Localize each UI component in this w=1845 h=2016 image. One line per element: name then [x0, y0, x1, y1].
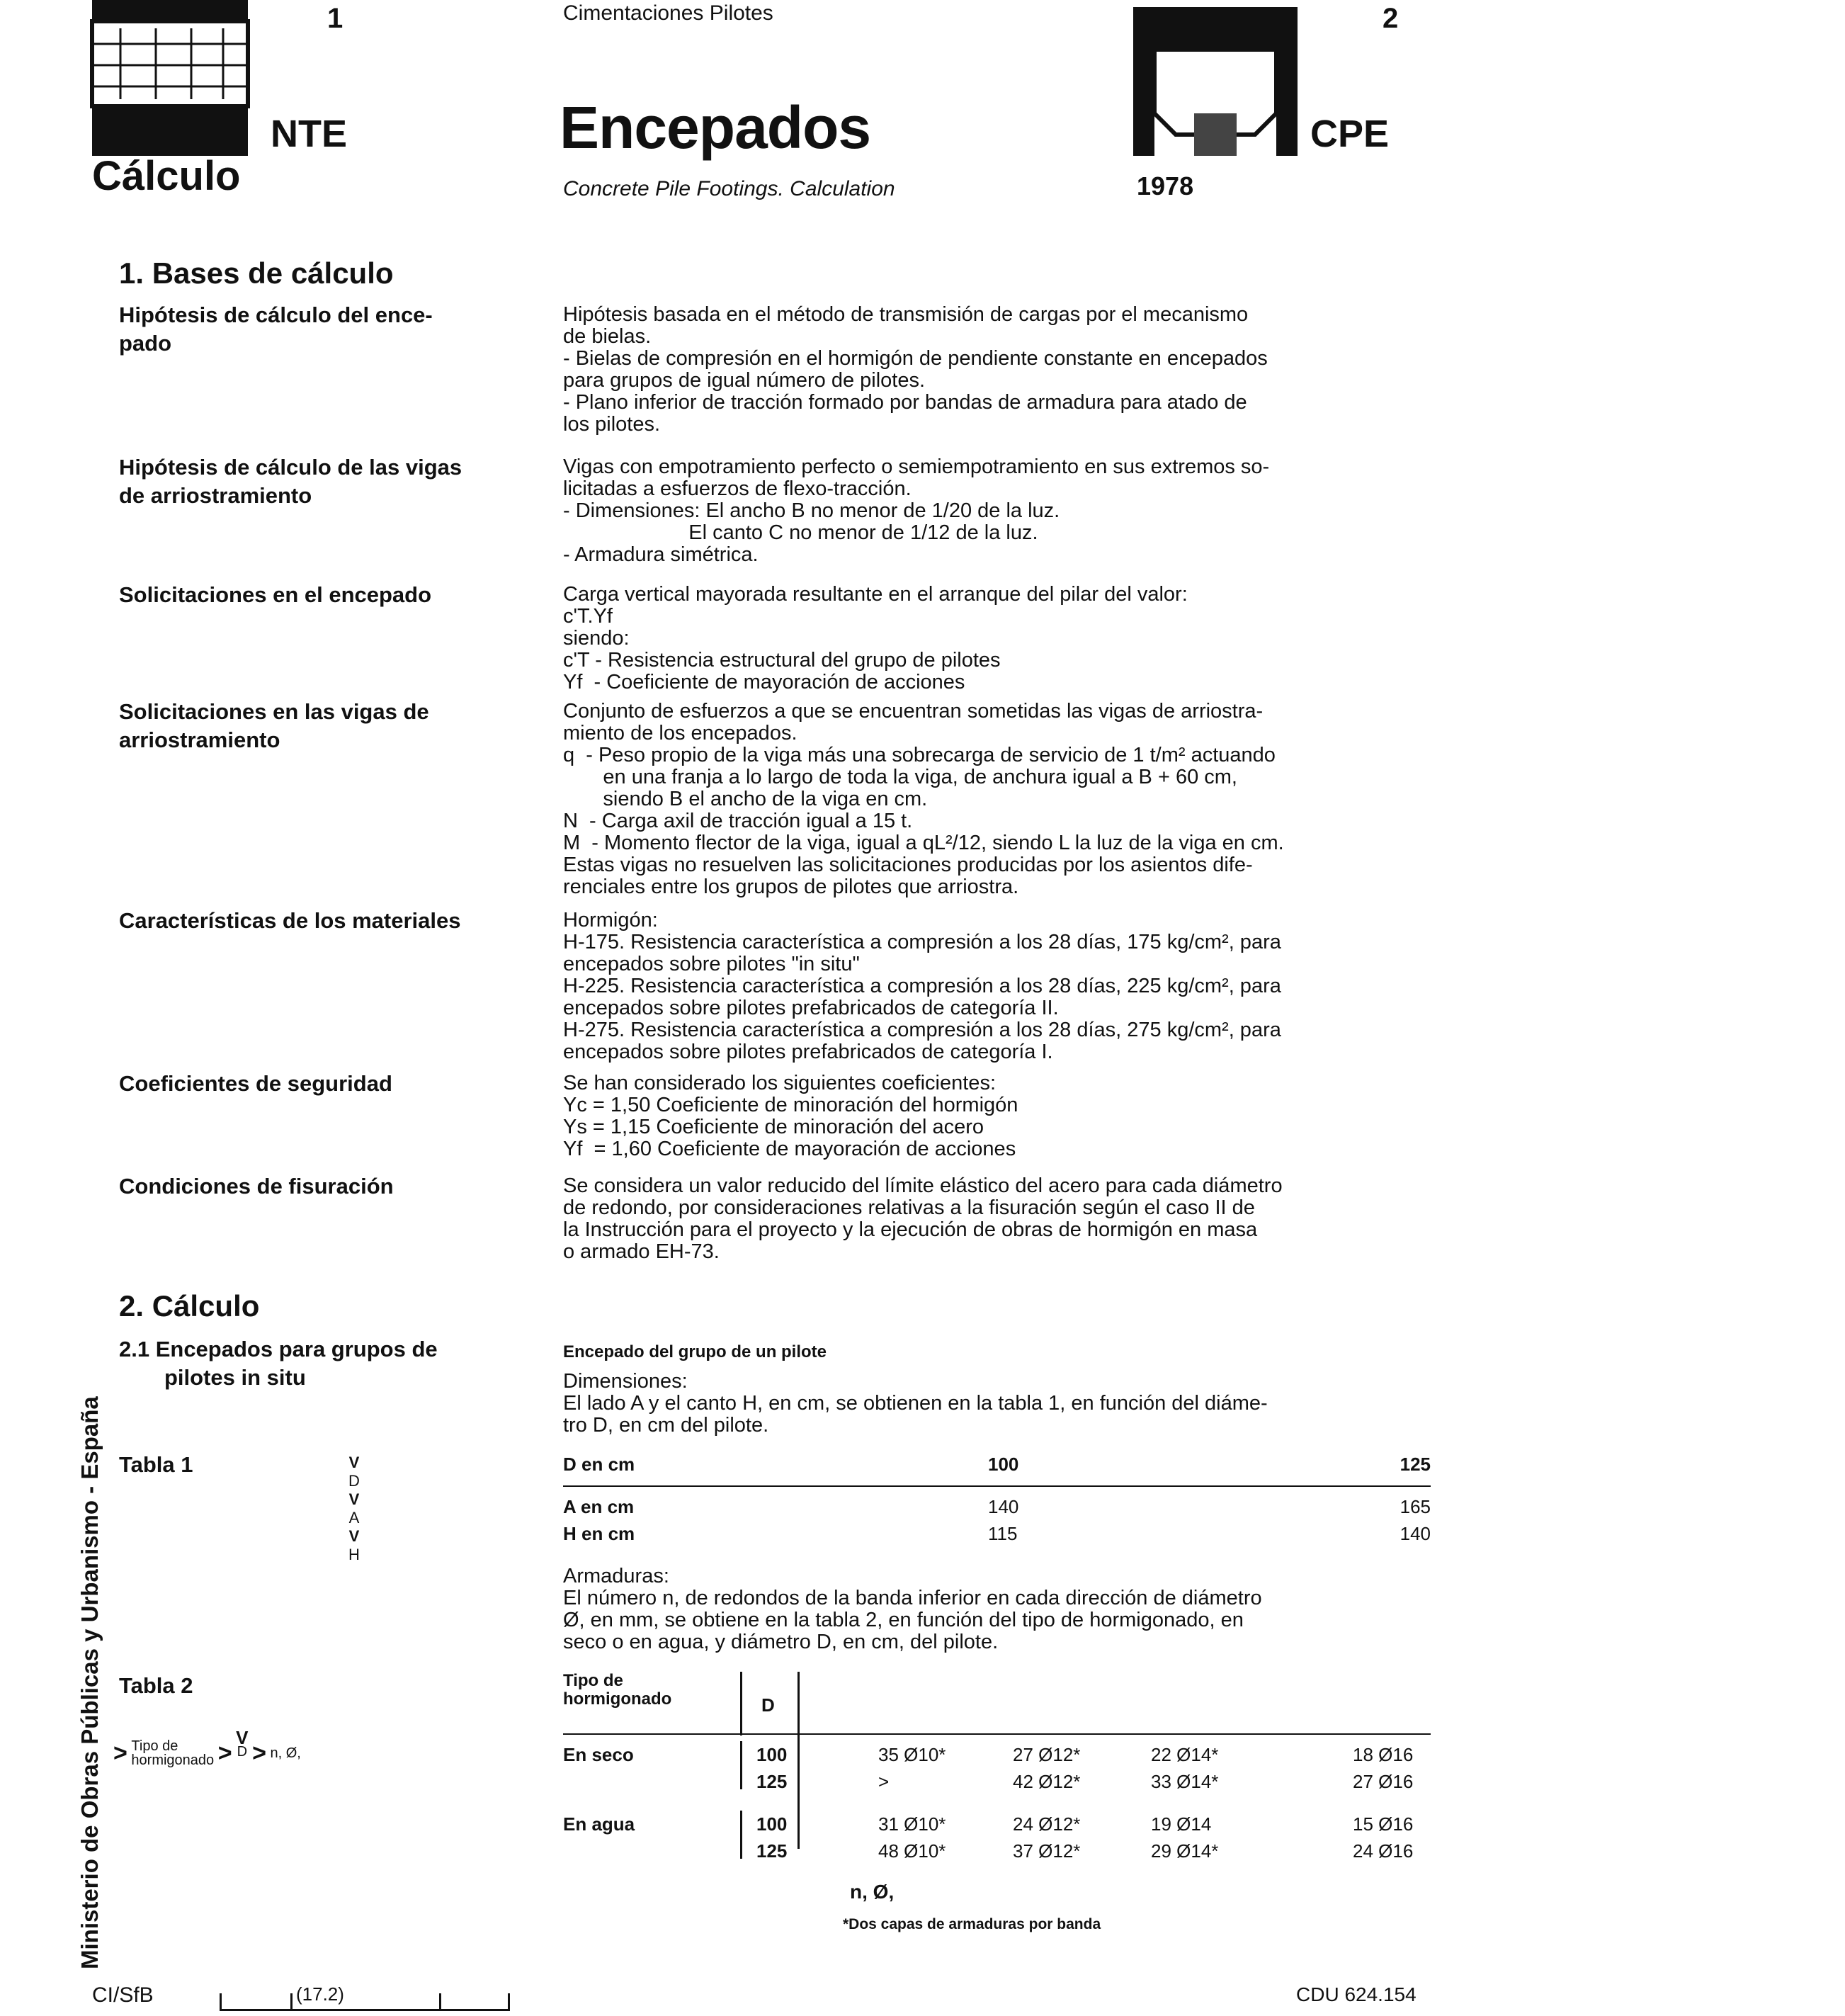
table-cell: 31 Ø10*	[878, 1813, 946, 1835]
subsection-2-1-label	[119, 1335, 516, 1392]
section-1-item-label	[119, 907, 516, 935]
label-line: Condiciones de fisuración	[119, 1174, 394, 1199]
text-line: encepados sobre pilotes prefabricados de categoría II.	[563, 997, 1059, 1019]
sheet-number-left: 1	[327, 3, 344, 34]
section-1-item-label	[119, 1070, 516, 1098]
table-cell: H en cm	[563, 1523, 635, 1544]
text-line: Estas vigas no resuelven las solicitaciones producidas por los asientos dife-	[563, 854, 1253, 876]
nte-logo-icon	[92, 0, 248, 156]
ministry-sidebar-text: Ministerio de Obras Públicas y Urbanismo - España	[76, 1396, 103, 1969]
text-line: Dimensiones:	[563, 1370, 688, 1393]
table-header-cell: D en cm	[563, 1454, 635, 1475]
text-line: El lado A y el canto H, en cm, se obtienen en la tabla 1, en función del diáme-	[563, 1392, 1268, 1415]
table-cell: 140	[1400, 1523, 1431, 1544]
text-line: H-175. Resistencia característica a compresión a los 28 días, 175 kg/cm², para	[563, 931, 1281, 953]
flow-arrow-icon: V	[348, 1527, 360, 1545]
subsection-label-line: 2.1 Encepados para grupos de	[119, 1337, 438, 1361]
section-1-item-text	[563, 1175, 1399, 1263]
label-line: Solicitaciones en las vigas de	[119, 699, 429, 724]
flow-arrow-icon: >	[217, 1740, 232, 1767]
table-vrule	[740, 1741, 742, 1789]
section-1-item-label	[119, 698, 516, 754]
flow-var: hormigonado	[131, 1752, 215, 1768]
table-group-label: En agua	[563, 1813, 635, 1835]
tabla-1-label: Tabla 1	[119, 1452, 193, 1477]
table-cell: 48 Ø10*	[878, 1840, 946, 1862]
text-line: Se considera un valor reducido del límite elástico del acero para cada diámetro	[563, 1174, 1283, 1197]
text-line: El canto C no menor de 1/12 de la luz.	[563, 521, 1038, 544]
table-cell: 24 Ø12*	[1013, 1813, 1081, 1835]
table-vrule	[740, 1811, 742, 1859]
text-line: - Plano inferior de tracción formado por bandas de armadura para atado de	[563, 391, 1247, 414]
table-cell: 18 Ø16	[1353, 1744, 1414, 1765]
year-label: 1978	[1137, 171, 1194, 200]
text-line: c'T - Resistencia estructural del grupo de pilotes	[563, 649, 1001, 672]
text-line: los pilotes.	[563, 413, 661, 436]
table-vrule	[740, 1672, 742, 1735]
cisfb-label: CI/SfB	[92, 1983, 154, 2007]
section-2-title: 2. Cálculo	[119, 1289, 260, 1323]
flow-arrow-icon: V	[348, 1490, 360, 1508]
table-cell-d: 125	[756, 1771, 788, 1792]
table-cell: 37 Ø12*	[1013, 1840, 1081, 1862]
section-1-item-label	[119, 301, 516, 358]
table-cell: 33 Ø14*	[1151, 1771, 1219, 1792]
section-1-item-text	[563, 701, 1399, 898]
table-cell: 22 Ø14*	[1151, 1744, 1219, 1765]
flow-var: H	[348, 1546, 360, 1563]
page-title: Encepados	[560, 94, 871, 161]
text-line: de bielas.	[563, 325, 652, 348]
table-cell: 29 Ø14*	[1151, 1840, 1219, 1862]
text-line: Se han considerado los siguientes coeficientes:	[563, 1072, 996, 1094]
text-line: Vigas con empotramiento perfecto o semiempotramiento en sus extremos so-	[563, 455, 1270, 478]
text-line: tro D, en cm del pilote.	[563, 1414, 769, 1437]
table-cell: 24 Ø16	[1353, 1840, 1414, 1862]
table-cell: 27 Ø16	[1353, 1771, 1414, 1792]
text-line: Yf - Coeficiente de mayoración de acciones	[563, 671, 965, 693]
table-cell: 15 Ø16	[1353, 1813, 1414, 1835]
dimensions-text	[563, 1371, 1845, 1437]
table-cell: 19 Ø14	[1151, 1813, 1212, 1835]
text-line: encepados sobre pilotes prefabricados de categoría I.	[563, 1041, 1053, 1063]
section-1-title: 1. Bases de cálculo	[119, 256, 394, 290]
flow-arrow-icon: >	[113, 1740, 127, 1767]
label-line: Características de los materiales	[119, 908, 461, 933]
text-line: encepados sobre pilotes "in situ"	[563, 953, 860, 975]
label-line: pado	[119, 331, 172, 356]
table-cell: 42 Ø12*	[1013, 1771, 1081, 1792]
table-header-cell: 100	[988, 1454, 1019, 1475]
text-line: en una franja a lo largo de toda la viga, de anchura igual a B + 60 cm,	[563, 766, 1237, 788]
cisfb-code: (17.2)	[296, 1983, 344, 2005]
flow-var: Tipo de	[131, 1738, 178, 1754]
label-line: Hipótesis de cálculo del ence-	[119, 302, 433, 327]
table-header-cell	[563, 1672, 671, 1709]
text-line: M - Momento flector de la viga, igual a qL²/12, siendo L la luz de la viga en cm.	[563, 832, 1284, 854]
text-line: para grupos de igual número de pilotes.	[563, 369, 926, 392]
text-line: - Armadura simétrica.	[563, 543, 759, 566]
flow-arrow-icon: V	[348, 1454, 360, 1471]
flow-arrow-icon: >	[252, 1740, 266, 1767]
table-cell: A en cm	[563, 1496, 635, 1517]
label-line: Coeficientes de seguridad	[119, 1071, 392, 1096]
text-line: Carga vertical mayorada resultante en el arranque del pilar del valor:	[563, 583, 1188, 606]
table-cell: 35 Ø10*	[878, 1744, 946, 1765]
label-line: de arriostramiento	[119, 483, 312, 508]
section-1-item-text	[563, 1072, 1399, 1160]
table-cell-d: 100	[756, 1813, 788, 1835]
text-line: q - Peso propio de la viga más una sobrecarga de servicio de 1 t/m² actuando	[563, 744, 1276, 766]
text-line: siendo B el ancho de la viga en cm.	[563, 788, 928, 810]
table-rule	[563, 1733, 1431, 1735]
text-line: licitadas a esfuerzos de flexo-tracción.	[563, 477, 912, 500]
text-line: la Instrucción para el proyecto y la ejecución de obras de hormigón en masa	[563, 1218, 1258, 1241]
flow-var: D	[348, 1472, 360, 1490]
category-label: Cimentaciones Pilotes	[563, 1, 773, 25]
cpe-logo-icon	[1133, 7, 1298, 156]
section-1-item-text	[563, 456, 1399, 566]
text-line: c'T.Yf	[563, 605, 613, 628]
subsection-heading: Encepado del grupo de un pilote	[563, 1342, 827, 1361]
text-line: Hipótesis basada en el método de transmisión de cargas por el mecanismo	[563, 303, 1249, 326]
table-note: *Dos capas de armaduras por banda	[843, 1916, 1101, 1932]
flow-var: A	[348, 1509, 360, 1527]
text-line: o armado EH-73.	[563, 1240, 720, 1263]
flow-arrow-icon: V	[236, 1727, 249, 1748]
tabla-2-label: Tabla 2	[119, 1673, 193, 1698]
table-header-cell: 125	[1400, 1454, 1431, 1475]
text-line: miento de los encepados.	[563, 722, 797, 744]
calculo-label: Cálculo	[92, 153, 241, 199]
section-1-item-text	[563, 584, 1399, 693]
cpe-label: CPE	[1310, 113, 1390, 155]
nte-label: NTE	[271, 113, 347, 155]
section-1-item-text	[563, 910, 1399, 1063]
flow-var: n, Ø,	[270, 1745, 301, 1761]
label-line: Solicitaciones en el encepado	[119, 582, 432, 607]
header-line: hormigonado	[563, 1689, 672, 1709]
text-line: Conjunto de esfuerzos a que se encuentran sometidas las vigas de arriostra-	[563, 700, 1264, 723]
text-line: H-275. Resistencia característica a compresión a los 28 días, 275 kg/cm², para	[563, 1019, 1281, 1041]
section-1-item-label	[119, 581, 516, 609]
sheet-number-right: 2	[1383, 3, 1399, 34]
text-line: renciales entre los grupos de pilotes que arriostra.	[563, 876, 1019, 898]
text-line: Armaduras:	[563, 1565, 669, 1587]
flow-var: D	[237, 1744, 248, 1760]
table-header-cell: D	[761, 1694, 775, 1716]
page-subtitle: Concrete Pile Footings. Calculation	[563, 177, 895, 200]
armaduras-text	[563, 1565, 1845, 1653]
text-line: Yc = 1,50 Coeficiente de minoración del hormigón	[563, 1094, 1018, 1116]
label-line: arriostramiento	[119, 727, 280, 752]
label-line: Hipótesis de cálculo de las vigas	[119, 455, 462, 480]
table-cell-d: 100	[756, 1744, 788, 1765]
table-cell: 115	[988, 1523, 1018, 1544]
table-cell: 140	[988, 1496, 1019, 1517]
text-line: de redondo, por consideraciones relativas a la fisuración según el caso II de	[563, 1196, 1255, 1219]
text-line: El número n, de redondos de la banda inferior en cada dirección de diámetro	[563, 1587, 1262, 1609]
cdu-label: CDU 624.154	[1296, 1983, 1417, 2005]
section-1-item-label	[119, 1172, 516, 1201]
table-vrule	[797, 1672, 800, 1849]
table-rule	[563, 1485, 1431, 1487]
section-1-item-text	[563, 304, 1399, 436]
text-line: seco o en agua, y diámetro D, en cm, del pilote.	[563, 1631, 999, 1653]
section-1-item-label	[119, 453, 516, 510]
tabla-1-flow	[333, 1454, 375, 1564]
text-line: Ø, en mm, se obtiene en la tabla 2, en función del tipo de hormigonado, en	[563, 1609, 1244, 1631]
text-line: N - Carga axil de tracción igual a 15 t.	[563, 810, 913, 832]
text-line: H-225. Resistencia característica a compresión a los 28 días, 225 kg/cm², para	[563, 975, 1281, 997]
cisfb-code-box	[220, 1983, 510, 2011]
table-legend: n, Ø,	[850, 1881, 895, 1903]
table-group-label: En seco	[563, 1744, 634, 1765]
table-cell-d: 125	[756, 1840, 788, 1862]
text-line: Ys = 1,15 Coeficiente de minoración del acero	[563, 1116, 984, 1138]
table-cell: 27 Ø12*	[1013, 1744, 1081, 1765]
text-line: Yf = 1,60 Coeficiente de mayoración de acciones	[563, 1138, 1016, 1160]
subsection-label-line: pilotes in situ	[164, 1365, 306, 1390]
text-line: - Bielas de compresión en el hormigón de pendiente constante en encepados	[563, 347, 1268, 370]
text-line: Hormigón:	[563, 909, 658, 931]
text-line: siendo:	[563, 627, 630, 650]
header-line: Tipo de	[563, 1671, 623, 1690]
table-cell: 165	[1400, 1496, 1431, 1517]
table-cell: >	[878, 1771, 890, 1792]
text-line: - Dimensiones: El ancho B no menor de 1/20 de la luz.	[563, 499, 1060, 522]
tabla-2-flow	[113, 1727, 301, 1768]
